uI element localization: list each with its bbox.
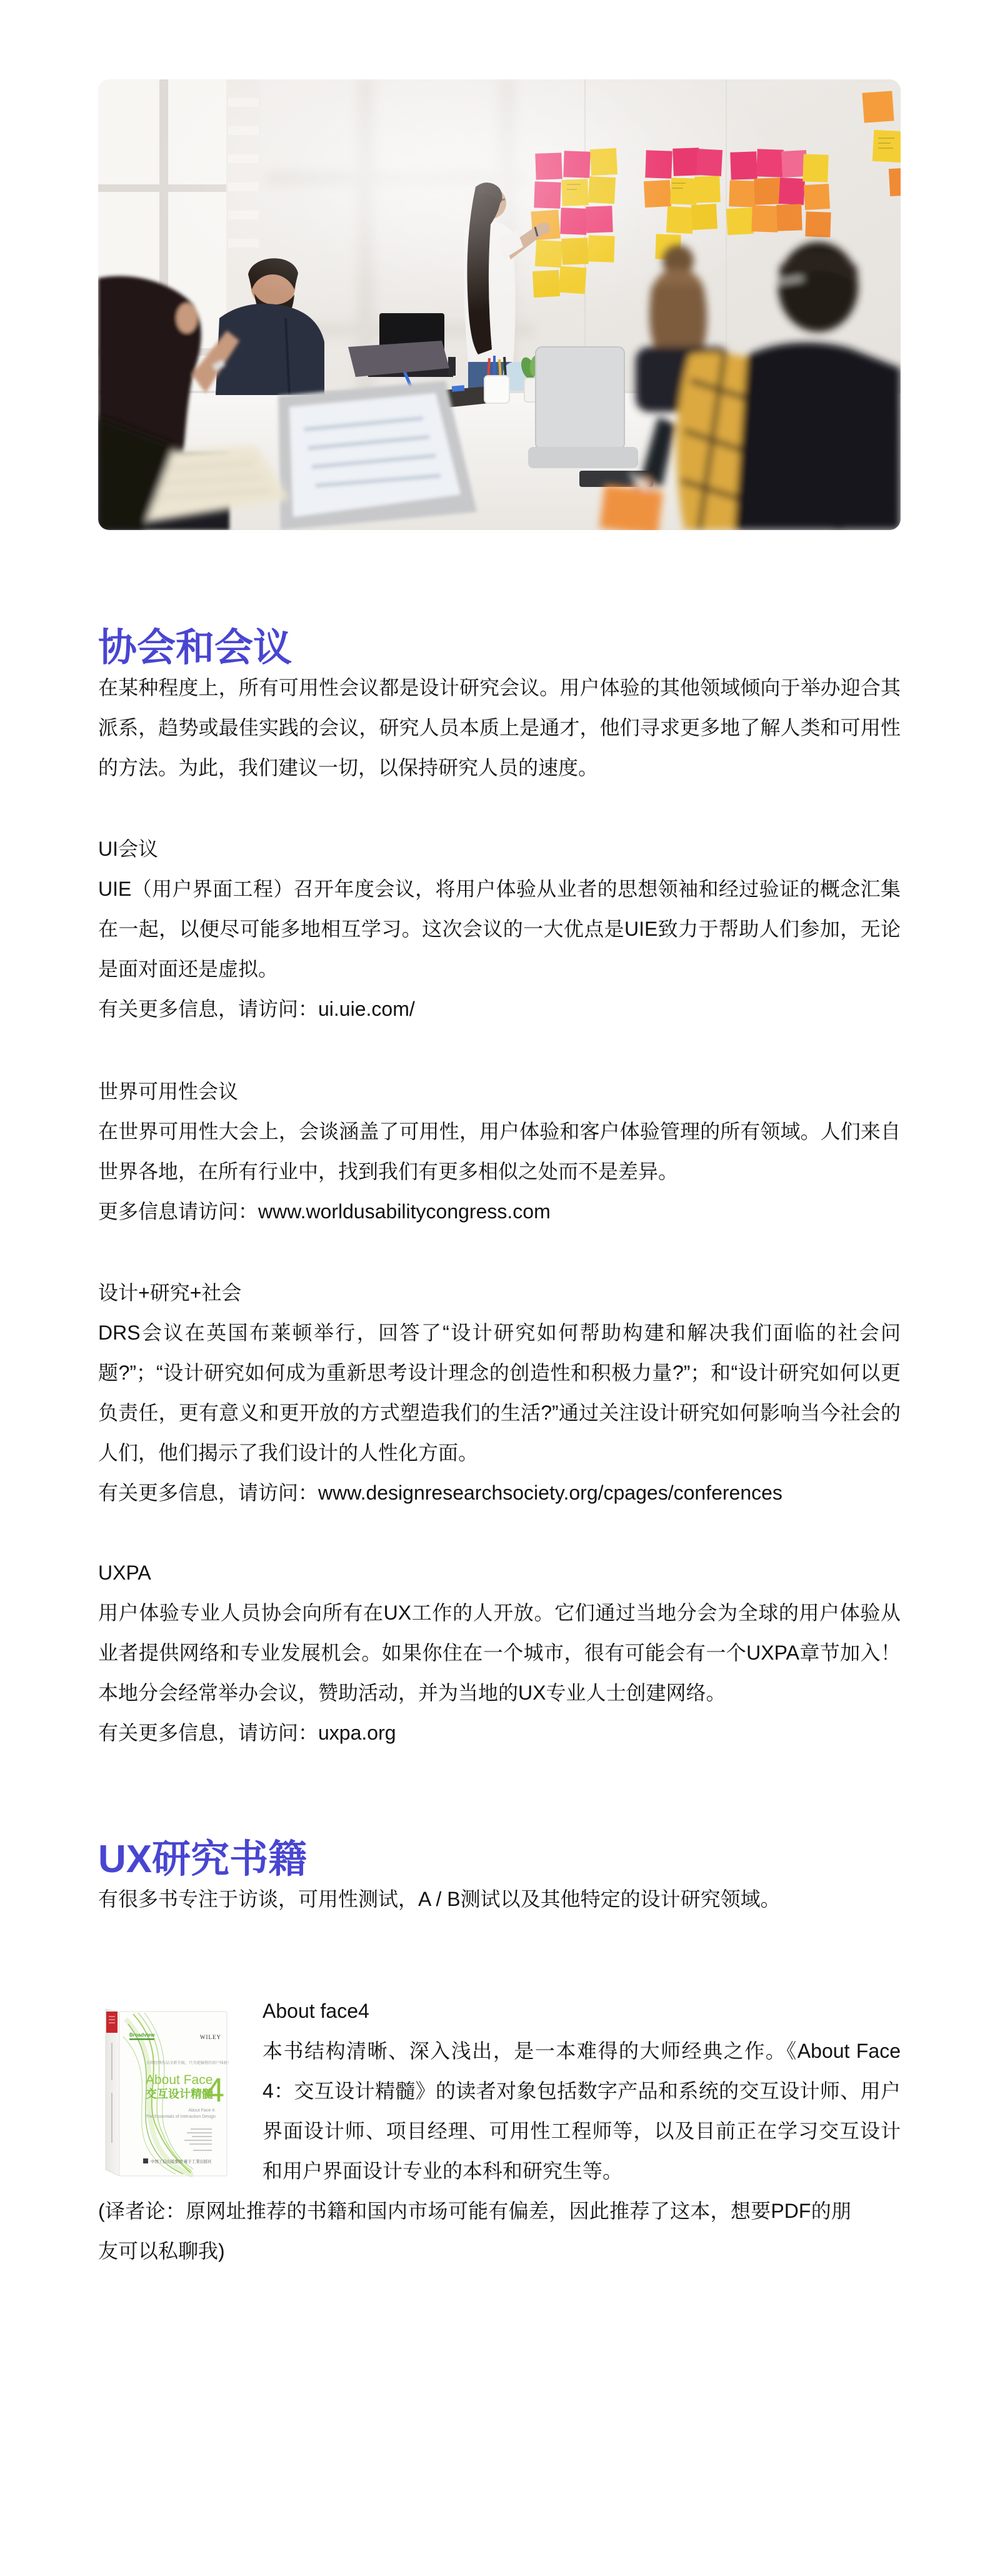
foreground-laptop	[278, 381, 477, 530]
book-title: About face4	[262, 2000, 369, 2022]
book-spine	[106, 2009, 119, 2176]
conference-more-info: 有关更多信息，请访问：ui.uie.com/	[98, 998, 415, 1020]
cover-title-en: About Face	[146, 2073, 213, 2087]
spine-red-label	[106, 2012, 118, 2033]
section-title-associations: 协会和会议	[98, 626, 292, 669]
conference-body: 用户体验专业人员协会向所有在UX工作的人开放。它们通过当地分会为全球的用户体验从业者提供网络和专业发展机会。如果你住在一个城市，很有可能会有一个UXPA章节加入！本地分会经常举办会议，赞助活动，并为当地的UX专业人士创建网络。	[98, 1601, 901, 1704]
associations-intro: 在某种程度上，所有可用性会议都是设计研究会议。用户体验的其他领域倾向于举办迎合其派系，趋势或最佳实践的会议，研究人员本质上是通才，他们寻求更多地了解人类和可用性的方法。为此，我们建议一切，以保持研究人员的速度。	[98, 676, 901, 779]
conference-label: UI会议	[98, 838, 159, 860]
conference-body: UIE（用户界面工程）召开年度会议，将用户体验从业者的思想领袖和经过验证的概念汇集在一起，以便尽可能多地相互学习。这次会议的一大优点是UIE致力于帮助人们参加，无论是面对面还是虚拟。	[98, 878, 901, 980]
book-recommendation	[98, 1991, 901, 2191]
section-title-books: UX研究书籍	[98, 1838, 308, 1881]
books-intro: 有很多书专注于访谈，可用性测试，A / B测试以及其他特定的设计研究领域。	[98, 1888, 781, 1910]
broadview-logo-bar	[129, 2038, 154, 2040]
conference-item-uxpa	[98, 1553, 901, 1753]
book-description	[262, 1991, 901, 2191]
publisher-logo-mark	[143, 2158, 148, 2163]
cover-subtitle-1: About Face 4:	[188, 2108, 216, 2113]
cover-tagline: 大师经典作品全新升级，只为更愉悦的用户体验！	[146, 2061, 232, 2065]
conference-more-info: 有关更多信息，请访问：uxpa.org	[98, 1722, 396, 1744]
blue-marker	[452, 385, 465, 392]
wiley-logo: WILEY	[200, 2034, 221, 2040]
about-face-4-cover	[98, 1999, 232, 2180]
conference-item-world-usability	[98, 1071, 901, 1231]
conference-item-ui	[98, 829, 901, 1029]
conference-item-drs	[98, 1273, 901, 1513]
conference-body: 在世界可用性大会上，会谈涵盖了可用性，用户体验和客户体验管理的所有领域。人们来自世界各地，在所有行业中，找到我们有更多相似之处而不是差异。	[98, 1120, 901, 1183]
conference-label: 设计+研究+社会	[98, 1281, 242, 1304]
broadview-logo: Broadview	[129, 2032, 155, 2038]
orange-sticky-table	[599, 485, 663, 530]
conference-label: UXPA	[98, 1561, 151, 1584]
translator-note: (译者论：原网址推荐的书籍和国内市场可能有偏差，因此推荐了这本，想要PDF的朋友可以私聊我)	[98, 2200, 851, 2262]
cover-edition-number: 4	[206, 2072, 225, 2109]
publisher-text: 中国工信出版集团 電子工業出版社	[151, 2160, 212, 2164]
book-body: 本书结构清晰、深入浅出，是一本难得的大师经典之作。《About Face 4：交互设计精髓》的读者对象包括数字产品和系统的交互设计师、用户界面设计师、项目经理、可用性工程师等，以及目前正在学习交互设计和用户界面设计专业的本科和研究生等。	[262, 2040, 901, 2182]
conference-more-info: 更多信息请访问：www.worldusabilitycongress.com	[98, 1200, 551, 1223]
meeting-photo-illustration	[98, 79, 901, 530]
meeting-photo	[98, 79, 901, 530]
conference-body: DRS会议在英国布莱顿举行，回答了“设计研究如何帮助构建和解决我们面临的社会问题?”；“设计研究如何成为重新思考设计理念的创造性和积极力量?”；和“设计研究如何以更负责任，更有意义和更开放的方式塑造我们的生活?”通过关注设计研究如何影响当今社会的人们，他们揭示了我们设计的人性化方面。	[98, 1321, 901, 1464]
book-cover-image	[98, 1999, 232, 2180]
conference-label: 世界可用性会议	[98, 1080, 239, 1103]
cover-title-cn: 交互设计精髓	[146, 2088, 213, 2100]
conference-more-info: 有关更多信息，请访问：www.designresearchsociety.org/cpages/conferences	[98, 1481, 782, 1504]
cover-subtitle-2: The Essentials of Interaction Design	[145, 2115, 216, 2119]
